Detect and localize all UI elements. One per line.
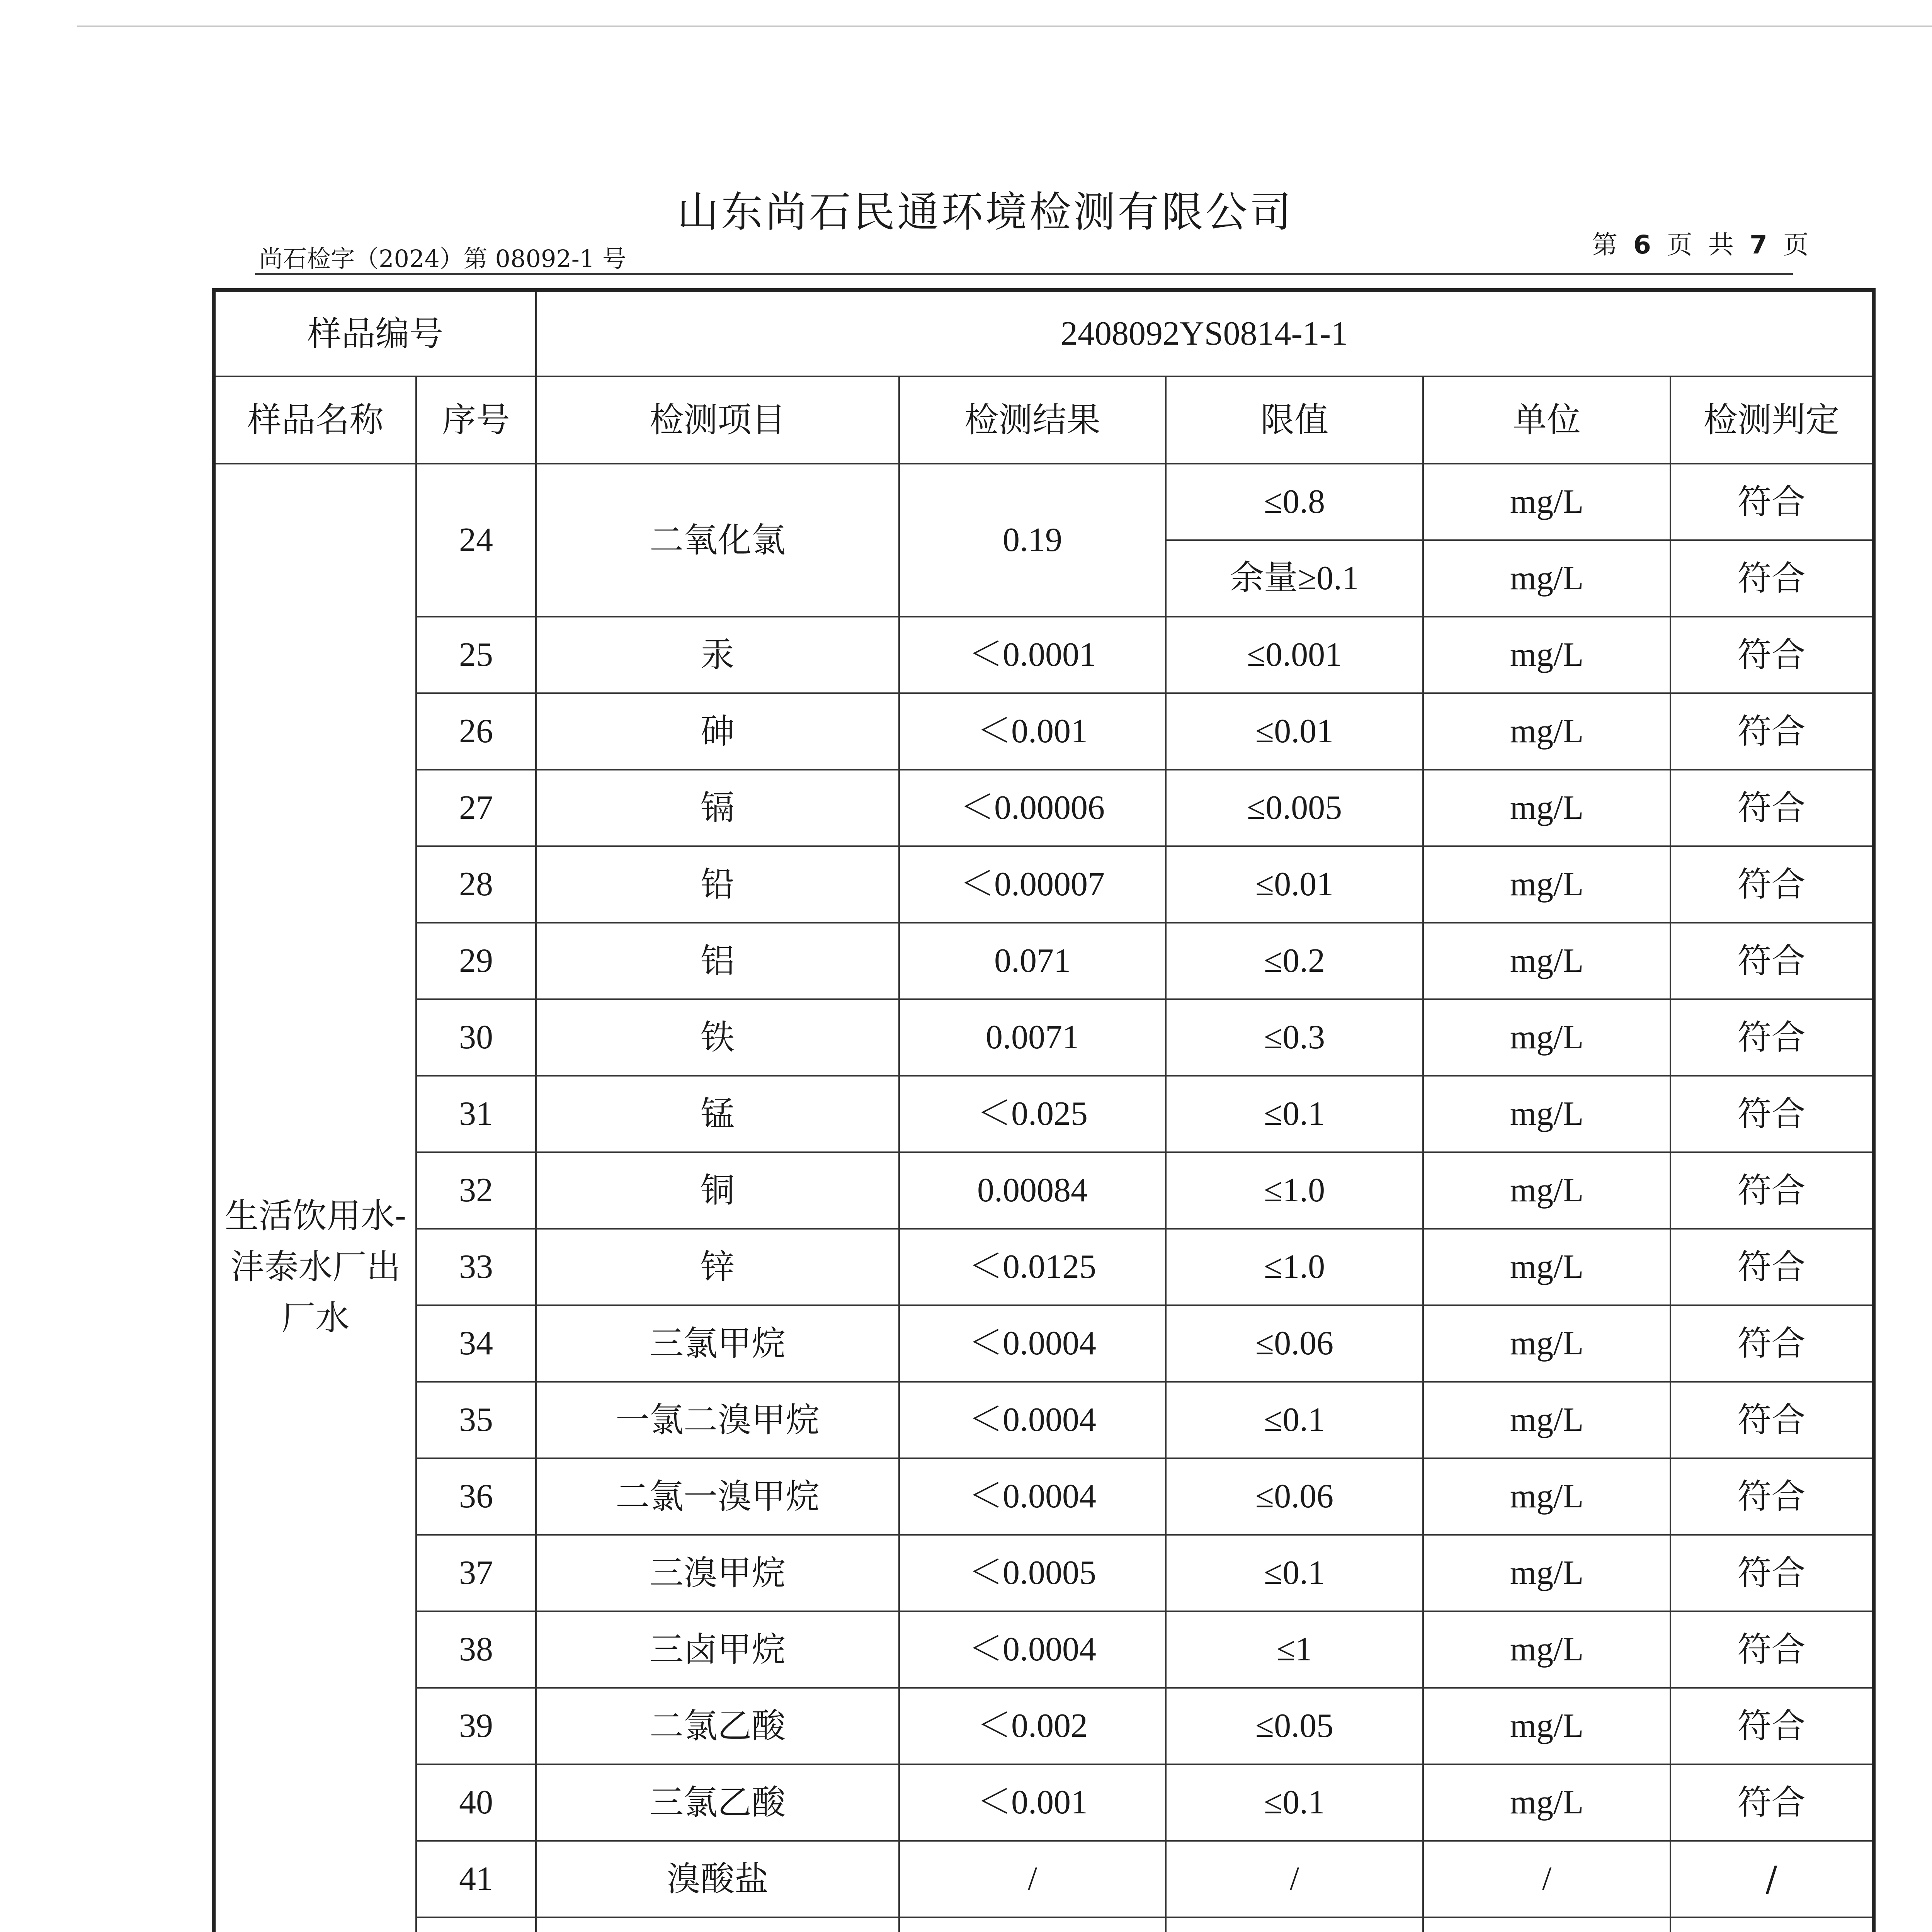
row-number: 26: [416, 693, 536, 770]
row-unit: mg/L: [1423, 923, 1670, 999]
row-number: [416, 1917, 536, 1932]
row-number: 39: [416, 1688, 536, 1764]
row-result: ＜0.00006: [899, 770, 1166, 846]
row-item: 二氯一溴甲烷: [536, 1458, 899, 1535]
row-limit: ≤0.01: [1166, 693, 1423, 770]
row-item: [536, 1917, 899, 1932]
row-judgement: 符合: [1670, 1688, 1874, 1764]
row-unit: mg/L: [1423, 464, 1670, 540]
row-item: 三溴甲烷: [536, 1535, 899, 1611]
page-total: 7: [1749, 230, 1771, 260]
row-item: 一氯二溴甲烷: [536, 1382, 899, 1458]
row-unit: mg/L: [1423, 1611, 1670, 1688]
col-header-no: 序号: [416, 376, 536, 464]
table-row: [214, 999, 1874, 1076]
row-item: 汞: [536, 617, 899, 693]
table-row: [214, 464, 1874, 540]
top-scan-line: [77, 26, 1932, 27]
report-number: 尚石检字（2024）第 08092-1 号: [259, 245, 626, 273]
row-unit: mg/L: [1423, 999, 1670, 1076]
row-limit: ≤0.1: [1166, 1382, 1423, 1458]
col-header-judgement: 检测判定: [1670, 376, 1874, 464]
row-unit: mg/L: [1423, 1305, 1670, 1382]
row-limit: ≤1.0: [1166, 1152, 1423, 1229]
row-judgement: 符合: [1670, 1382, 1874, 1458]
row-result: ＜0.0004: [899, 1305, 1166, 1382]
col-header-unit: 单位: [1423, 376, 1670, 464]
row-judgement: 符合: [1670, 999, 1874, 1076]
col-header-item: 检测项目: [536, 376, 899, 464]
row-limit: ≤1.0: [1166, 1229, 1423, 1305]
row-item: 镉: [536, 770, 899, 846]
row-limit: ≤0.1: [1166, 1076, 1423, 1152]
row-limit: ≤0.1: [1166, 1535, 1423, 1611]
table-row: [214, 1458, 1874, 1535]
row-judgement: 符合: [1670, 540, 1874, 617]
row-item: 铁: [536, 999, 899, 1076]
row-number: 32: [416, 1152, 536, 1229]
row-unit: [1423, 1917, 1670, 1932]
table-row: [214, 1917, 1874, 1932]
row-result: ＜0.0125: [899, 1229, 1166, 1305]
row-judgement: 符合: [1670, 1229, 1874, 1305]
row-judgement: 符合: [1670, 1535, 1874, 1611]
row-item: 二氧化氯: [536, 464, 899, 617]
row-limit: ≤0.8: [1166, 464, 1423, 540]
row-number: 27: [416, 770, 536, 846]
table-row: [214, 1764, 1874, 1841]
row-limit: ≤0.005: [1166, 770, 1423, 846]
row-limit: ≤0.06: [1166, 1305, 1423, 1382]
table-row: [214, 1688, 1874, 1764]
row-judgement: 符合: [1670, 1152, 1874, 1229]
row-unit: mg/L: [1423, 1076, 1670, 1152]
page-indicator: [1592, 224, 1813, 261]
row-result: ＜0.001: [899, 1764, 1166, 1841]
page-prefix: 第: [1592, 230, 1621, 260]
row-number: 37: [416, 1535, 536, 1611]
row-judgement: 符合: [1670, 617, 1874, 693]
table-row: [214, 1229, 1874, 1305]
col-header-limit: 限值: [1166, 376, 1423, 464]
row-item: 铝: [536, 923, 899, 999]
table-row: [214, 1152, 1874, 1229]
company-name: 山东尚石民通环境检测有限公司: [677, 188, 1294, 236]
col-header-sample-name: 样品名称: [214, 376, 416, 464]
row-limit: ≤0.1: [1166, 1764, 1423, 1841]
table-row: [214, 923, 1874, 999]
row-number: 33: [416, 1229, 536, 1305]
row-item: 二氯乙酸: [536, 1688, 899, 1764]
row-judgement: /: [1670, 1841, 1874, 1917]
row-judgement: 符合: [1670, 1764, 1874, 1841]
row-result: 0.19: [899, 464, 1166, 617]
row-limit: /: [1166, 1841, 1423, 1917]
row-result: 0.00084: [899, 1152, 1166, 1229]
page-suffix: 页: [1783, 230, 1813, 260]
row-unit: mg/L: [1423, 1458, 1670, 1535]
row-item: 铜: [536, 1152, 899, 1229]
row-item: 锌: [536, 1229, 899, 1305]
row-limit: ≤0.3: [1166, 999, 1423, 1076]
row-unit: mg/L: [1423, 617, 1670, 693]
row-unit: mg/L: [1423, 1535, 1670, 1611]
row-result: ＜0.0004: [899, 1611, 1166, 1688]
row-unit: mg/L: [1423, 540, 1670, 617]
table-row: [214, 1535, 1874, 1611]
row-limit: [1166, 1917, 1423, 1932]
row-item: 三氯乙酸: [536, 1764, 899, 1841]
row-judgement: 符合: [1670, 923, 1874, 999]
row-result: ＜0.0005: [899, 1535, 1166, 1611]
row-number: 25: [416, 617, 536, 693]
sample-id-row: [214, 290, 1874, 376]
table-row: [214, 617, 1874, 693]
row-result: ＜0.0004: [899, 1458, 1166, 1535]
row-item: 铅: [536, 846, 899, 923]
table-row: [214, 846, 1874, 923]
row-number: 40: [416, 1764, 536, 1841]
table-row: [214, 1305, 1874, 1382]
row-result: ＜0.002: [899, 1688, 1166, 1764]
table-row: [214, 1382, 1874, 1458]
sample-id-label: 样品编号: [214, 290, 536, 376]
sample-id-value: 2408092YS0814-1-1: [536, 290, 1874, 376]
row-judgement: 符合: [1670, 1305, 1874, 1382]
table-row: [214, 1076, 1874, 1152]
row-item: 砷: [536, 693, 899, 770]
table-row: [214, 1611, 1874, 1688]
row-item: 三卤甲烷: [536, 1611, 899, 1688]
row-result: [899, 1917, 1166, 1932]
sample-name-cell: 生活饮用水-沣泰水厂出厂水: [214, 464, 416, 1932]
row-number: 30: [416, 999, 536, 1076]
row-item: 三氯甲烷: [536, 1305, 899, 1382]
table-row: [214, 770, 1874, 846]
row-unit: mg/L: [1423, 1764, 1670, 1841]
row-result: 0.0071: [899, 999, 1166, 1076]
row-limit: ≤0.2: [1166, 923, 1423, 999]
row-result: ＜0.001: [899, 693, 1166, 770]
row-unit: mg/L: [1423, 1229, 1670, 1305]
table-row: [214, 1841, 1874, 1917]
page-mid: 页 共: [1667, 230, 1738, 260]
row-judgement: 符合: [1670, 1458, 1874, 1535]
row-result: ＜0.025: [899, 1076, 1166, 1152]
row-unit: /: [1423, 1841, 1670, 1917]
row-unit: mg/L: [1423, 1688, 1670, 1764]
row-item: 溴酸盐: [536, 1841, 899, 1917]
row-judgement: 符合: [1670, 1611, 1874, 1688]
row-number: 34: [416, 1305, 536, 1382]
table-row: [214, 693, 1874, 770]
row-result: ＜0.0001: [899, 617, 1166, 693]
row-unit: mg/L: [1423, 693, 1670, 770]
row-judgement: [1670, 1917, 1874, 1932]
row-unit: mg/L: [1423, 1382, 1670, 1458]
row-number: 29: [416, 923, 536, 999]
row-number: 24: [416, 464, 536, 617]
row-number: 36: [416, 1458, 536, 1535]
row-limit: ≤0.06: [1166, 1458, 1423, 1535]
row-result: ＜0.0004: [899, 1382, 1166, 1458]
row-limit: ≤0.05: [1166, 1688, 1423, 1764]
row-limit: ≤0.01: [1166, 846, 1423, 923]
row-judgement: 符合: [1670, 1076, 1874, 1152]
results-table: [212, 288, 1876, 1932]
row-result: 0.071: [899, 923, 1166, 999]
row-number: 35: [416, 1382, 536, 1458]
col-header-result: 检测结果: [899, 376, 1166, 464]
page-current: 6: [1633, 230, 1655, 260]
row-unit: mg/L: [1423, 1152, 1670, 1229]
row-limit: ≤0.001: [1166, 617, 1423, 693]
row-judgement: 符合: [1670, 846, 1874, 923]
row-judgement: 符合: [1670, 693, 1874, 770]
row-unit: mg/L: [1423, 846, 1670, 923]
row-number: 38: [416, 1611, 536, 1688]
row-number: 28: [416, 846, 536, 923]
column-header-row: [214, 376, 1874, 464]
header-rule: [255, 273, 1793, 275]
row-number: 31: [416, 1076, 536, 1152]
row-judgement: 符合: [1670, 770, 1874, 846]
row-item: 锰: [536, 1076, 899, 1152]
row-limit: ≤1: [1166, 1611, 1423, 1688]
row-limit: 余量≥0.1: [1166, 540, 1423, 617]
row-judgement: 符合: [1670, 464, 1874, 540]
row-result: ＜0.00007: [899, 846, 1166, 923]
row-result: /: [899, 1841, 1166, 1917]
row-number: 41: [416, 1841, 536, 1917]
row-unit: mg/L: [1423, 770, 1670, 846]
